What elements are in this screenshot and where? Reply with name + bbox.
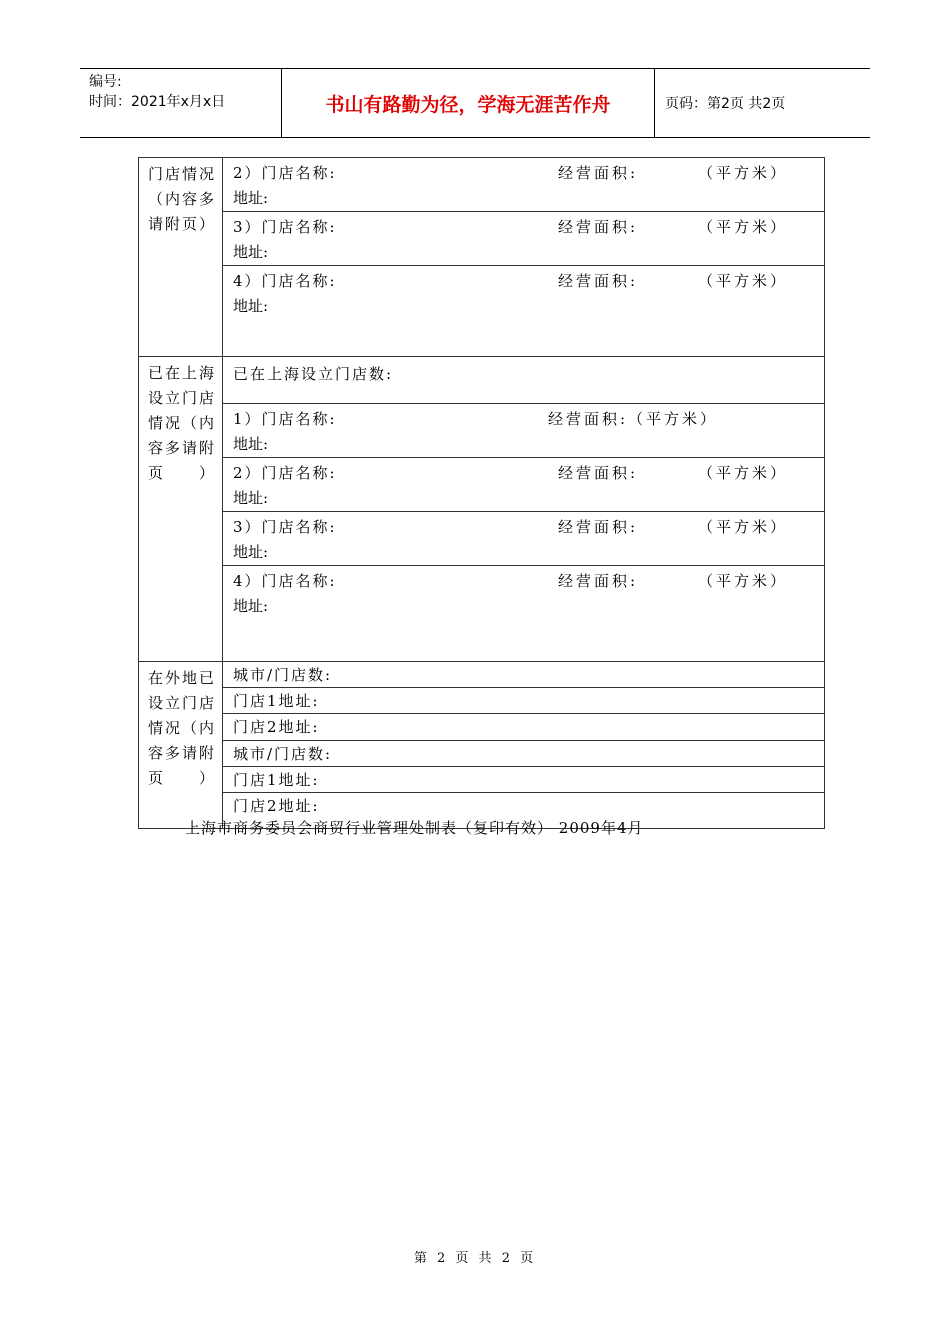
store-address-label: 地址: bbox=[233, 489, 269, 507]
store-name-label: 4）门店名称: bbox=[233, 572, 337, 590]
header-motto: 书山有路勤为径，学海无涯苦作舟 bbox=[282, 69, 655, 137]
s3-row-label: 门店2地址: bbox=[233, 797, 320, 815]
table-footer-note: 上海市商务委员会商贸行业管理处制表（复印有效） 2009年4月 bbox=[185, 819, 644, 837]
section2-label: 已在上海设立门店情况（内容多请附页） bbox=[139, 357, 223, 662]
store-area-label: 经营面积: bbox=[558, 518, 639, 536]
time-label: 时间：2021年x月x日 bbox=[89, 94, 226, 110]
s3-row-label: 门店1地址: bbox=[233, 771, 320, 789]
page-number: 第 2 页 共 2 页 bbox=[413, 1251, 537, 1266]
store-address-label: 地址: bbox=[233, 189, 269, 207]
store-unit-label: （平方米） bbox=[698, 218, 789, 236]
s3-row bbox=[223, 767, 825, 793]
s3-row bbox=[223, 662, 825, 688]
s3-row-label: 门店2地址: bbox=[233, 718, 320, 736]
s3-row bbox=[223, 714, 825, 741]
header-page-label: 页码：第2页 共2页 bbox=[665, 96, 786, 112]
store-area-label: 经营面积:（平方米） bbox=[548, 410, 719, 428]
s3-row-label: 门店1地址: bbox=[233, 692, 320, 710]
s2-store-row bbox=[223, 404, 825, 458]
s1-store-row bbox=[223, 266, 825, 357]
section3-label: 在外地已设立门店情况（内容多请附页） bbox=[139, 662, 223, 829]
store-name-label: 1）门店名称: bbox=[233, 410, 337, 428]
store-name-label: 2）门店名称: bbox=[233, 464, 337, 482]
store-name-label: 3）门店名称: bbox=[233, 218, 337, 236]
store-unit-label: （平方米） bbox=[698, 464, 789, 482]
s3-row-label: 城市/门店数: bbox=[233, 666, 333, 684]
shanghai-store-count-label: 已在上海设立门店数: bbox=[233, 365, 394, 383]
store-address-label: 地址: bbox=[233, 435, 269, 453]
store-name-label: 3）门店名称: bbox=[233, 518, 337, 536]
s3-row-label: 城市/门店数: bbox=[233, 745, 333, 763]
s3-row bbox=[223, 741, 825, 767]
store-area-label: 经营面积: bbox=[558, 272, 639, 290]
s3-row bbox=[223, 688, 825, 714]
section1-label: 门店情况（内容多请附页） bbox=[139, 158, 223, 357]
store-name-label: 2）门店名称: bbox=[233, 164, 337, 182]
s1-store-row bbox=[223, 158, 825, 212]
s2-store-row bbox=[223, 512, 825, 566]
store-address-label: 地址: bbox=[233, 597, 269, 615]
store-unit-label: （平方米） bbox=[698, 272, 789, 290]
store-unit-label: （平方米） bbox=[698, 572, 789, 590]
store-area-label: 经营面积: bbox=[558, 164, 639, 182]
store-area-label: 经营面积: bbox=[558, 464, 639, 482]
s2-store-row bbox=[223, 458, 825, 512]
store-area-label: 经营面积: bbox=[558, 218, 639, 236]
number-label: 编号: bbox=[89, 74, 122, 90]
store-name-label: 4）门店名称: bbox=[233, 272, 337, 290]
store-unit-label: （平方米） bbox=[698, 518, 789, 536]
store-address-label: 地址: bbox=[233, 543, 269, 561]
page-header bbox=[80, 68, 870, 138]
store-address-label: 地址: bbox=[233, 243, 269, 261]
store-unit-label: （平方米） bbox=[698, 164, 789, 182]
s1-store-row bbox=[223, 212, 825, 266]
form-table bbox=[138, 157, 825, 829]
header-left bbox=[80, 69, 282, 137]
s2-store-row bbox=[223, 566, 825, 662]
s2-count-row bbox=[223, 357, 825, 404]
store-address-label: 地址: bbox=[233, 297, 269, 315]
store-area-label: 经营面积: bbox=[558, 572, 639, 590]
